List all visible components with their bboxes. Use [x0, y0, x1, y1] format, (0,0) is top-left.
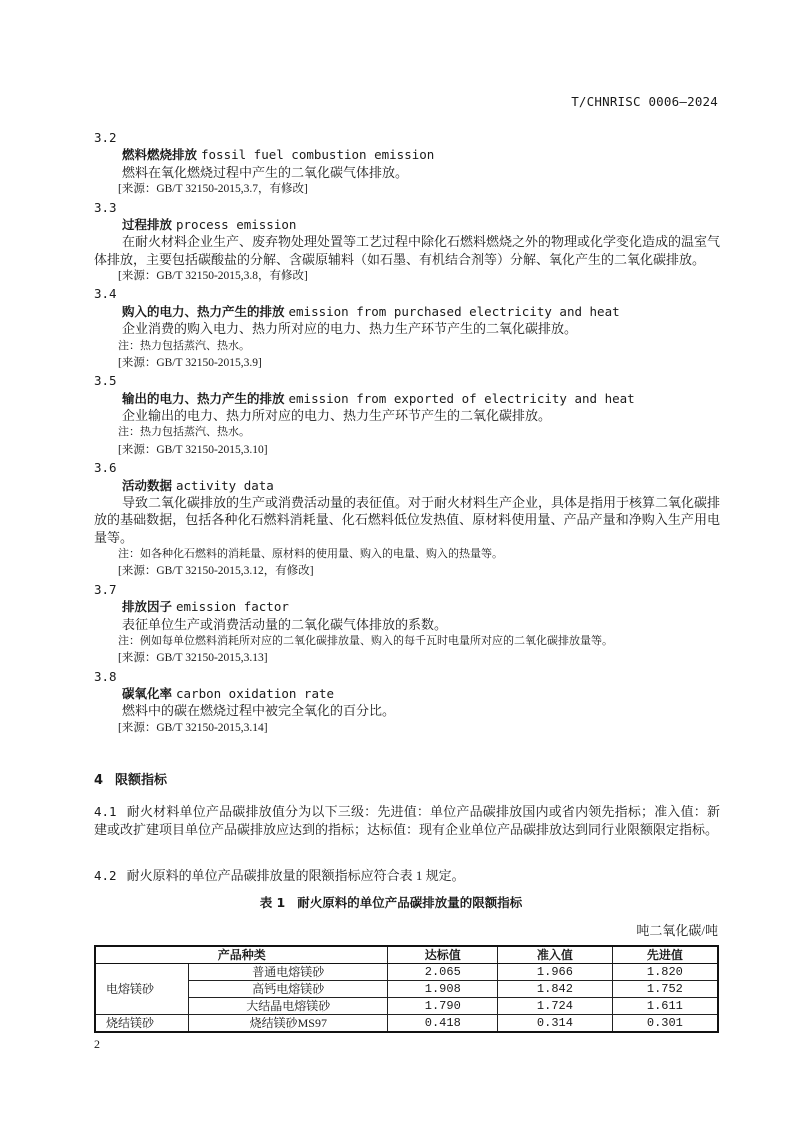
section-title: 限额指标 [115, 773, 168, 788]
term-title [94, 477, 720, 494]
product-cell: 大结晶电熔镁砂 [189, 998, 388, 1015]
term-english: emission from purchased electricity and heat [288, 303, 620, 319]
value-cell: 1.790 [388, 998, 498, 1015]
term-definition: 表征单位生产或消费活动量的二氧化碳气体排放的系数。 [122, 616, 448, 632]
header-product-type: 产品种类 [95, 946, 388, 964]
term-chinese: 燃料燃烧排放 [122, 147, 198, 163]
value-cell: 0.418 [388, 1015, 498, 1033]
value-cell: 1.842 [498, 981, 613, 998]
term-source: [来源：GB/T 32150-2015,3.8，有修改] [118, 270, 308, 282]
value-cell: 0.314 [498, 1015, 613, 1033]
terms-list [94, 129, 720, 737]
term-number: 3.3 [94, 199, 117, 215]
term-english: activity data [176, 477, 274, 493]
term-chinese: 过程排放 [122, 216, 173, 232]
term-entry [94, 459, 720, 581]
term-number: 3.7 [94, 581, 117, 597]
paragraph-4-2 [94, 867, 720, 885]
paragraph-number: 4.2 [94, 868, 117, 883]
value-cell: 0.301 [612, 1015, 718, 1033]
term-title [94, 216, 720, 233]
term-definition: 导致二氧化碳排放的生产或消费活动量的表征值。对于耐火材料生产企业，具体是指用于核算二氧化碳排放的基础数据，包括各种化石燃料消耗量、化石燃料低位发热值、原材料使用量、产品产量和净购入生产用电量等。 [94, 494, 721, 545]
table-row [95, 998, 718, 1015]
term-chinese: 购入的电力、热力产生的排放 [122, 303, 285, 319]
paragraph-number: 4.1 [94, 804, 117, 819]
term-english: emission from exported of electricity and heat [288, 390, 635, 406]
table-title: 耐火原料的单位产品碳排放量的限额指标 [297, 895, 523, 910]
category-cell: 电熔镁砂 [95, 964, 189, 1015]
term-chinese: 活动数据 [122, 477, 173, 493]
term-entry [94, 199, 720, 286]
term-note: 注：如各种化石燃料的消耗量、原材料的使用量、购入的电量、购入的热量等。 [118, 548, 503, 560]
term-number: 3.5 [94, 373, 117, 389]
value-cell: 1.908 [388, 981, 498, 998]
term-definition: 在耐火材料企业生产、废弃物处理处置等工艺过程中除化石燃料燃烧之外的物理或化学变化造成的温室气体排放，主要包括碳酸盐的分解、含碳原辅料（如石墨、有机结合剂等）分解、氧化产生的二氧化碳排放。 [94, 234, 721, 267]
term-english: fossil fuel combustion emission [201, 147, 435, 163]
term-definition: 燃料中的碳在燃烧过程中被完全氧化的百分比。 [122, 703, 396, 719]
term-entry [94, 372, 720, 459]
term-entry [94, 581, 720, 668]
product-cell: 普通电熔镁砂 [189, 964, 388, 981]
header-advanced-value: 先进值 [612, 946, 718, 964]
section-heading [94, 769, 179, 788]
product-cell: 高钙电熔镁砂 [189, 981, 388, 998]
table-row [95, 964, 718, 981]
term-title [94, 685, 720, 702]
term-source: [来源：GB/T 32150-2015,3.13] [118, 652, 268, 665]
emission-limit-table [94, 945, 719, 1033]
term-note: 注：热力包括蒸汽、热水。 [118, 426, 250, 439]
term-title [94, 303, 720, 320]
term-chinese: 输出的电力、热力产生的排放 [122, 390, 285, 406]
term-note: 注：热力包括蒸汽、热水。 [118, 339, 250, 352]
product-cell: 烧结镁砂MS97 [189, 1015, 388, 1033]
value-cell: 1.820 [612, 964, 718, 981]
term-chinese: 排放因子 [122, 599, 173, 615]
page-number: 2 [94, 1037, 100, 1051]
term-number: 3.6 [94, 460, 117, 476]
term-chinese: 碳氧化率 [122, 686, 173, 701]
term-entry [94, 129, 720, 199]
paragraph-4-1 [94, 803, 720, 840]
term-entry [94, 285, 720, 372]
table-header-row [95, 946, 718, 964]
term-source: [来源：GB/T 32150-2015,3.10] [118, 443, 268, 456]
category-cell: 烧结镁砂 [95, 1015, 189, 1033]
table-caption [0, 893, 794, 911]
term-source: [来源：GB/T 32150-2015,3.14] [118, 721, 268, 734]
value-cell: 1.966 [498, 964, 613, 981]
section-number: 4 [94, 773, 104, 788]
table-number: 表 1 [259, 895, 286, 910]
term-title [94, 390, 720, 407]
header-compliance-value: 达标值 [388, 946, 498, 964]
term-definition: 燃料在氧化燃烧过程中产生的二氧化碳气体排放。 [122, 164, 409, 180]
term-definition: 企业消费的购入电力、热力所对应的电力、热力生产环节产生的二氧化碳排放。 [122, 321, 578, 337]
value-cell: 1.724 [498, 998, 613, 1015]
term-source: [来源：GB/T 32150-2015,3.12，有修改] [118, 565, 314, 578]
term-english: emission factor [176, 599, 289, 615]
term-english: process emission [176, 216, 297, 232]
document-code: T/CHNRISC 0006—2024 [571, 94, 718, 109]
value-cell: 2.065 [388, 964, 498, 981]
term-title [94, 598, 720, 615]
value-cell: 1.752 [612, 981, 718, 998]
term-number: 3.2 [94, 130, 117, 145]
table-unit: 吨二氧化碳/吨 [636, 923, 718, 938]
paragraph-text: 耐火原料的单位产品碳排放量的限额指标应符合表 1 规定。 [126, 868, 465, 883]
term-title [94, 146, 720, 163]
table-row [95, 981, 718, 998]
term-number: 3.8 [94, 668, 117, 684]
term-note: 注：例如每单位燃料消耗所对应的二氧化碳排放量、购入的每千瓦时电量所对应的二氧化碳排放量等。 [118, 634, 613, 647]
term-entry [94, 668, 720, 738]
term-number: 3.4 [94, 286, 117, 302]
term-source: [来源：GB/T 32150-2015,3.9] [118, 356, 262, 369]
term-english: carbon oxidation rate [176, 686, 335, 701]
paragraph-text: 耐火材料单位产品碳排放值分为以下三级：先进值：单位产品碳排放国内或省内领先指标；准入值：新建或改扩建项目单位产品碳排放应达到的指标；达标值：现有企业单位产品碳排放达到同行业限额限定指标。 [94, 804, 720, 838]
header-entry-value: 准入值 [498, 946, 613, 964]
value-cell: 1.611 [612, 998, 718, 1015]
term-source: [来源：GB/T 32150-2015,3.7，有修改] [118, 183, 308, 196]
term-definition: 企业输出的电力、热力所对应的电力、热力生产环节产生的二氧化碳排放。 [122, 408, 552, 423]
table-row [95, 1015, 718, 1033]
